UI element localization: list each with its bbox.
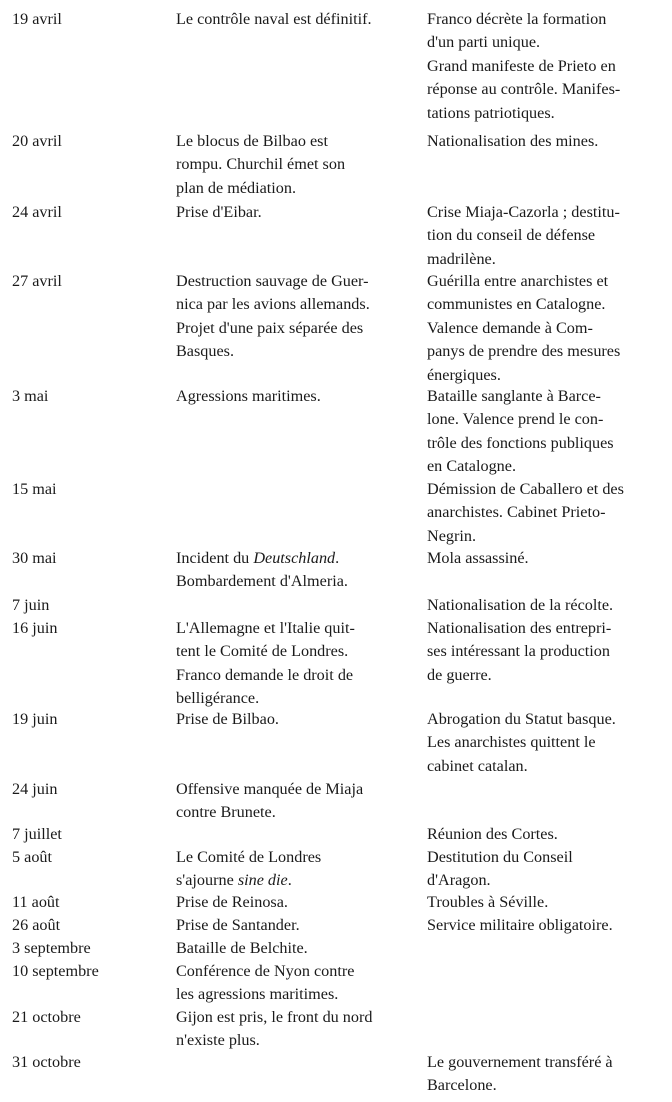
row-date: 26 août bbox=[12, 916, 61, 934]
row-military-event: Gijon est pris, le front du nord n'existe plus. bbox=[176, 1008, 373, 1050]
row-military-event: Le contrôle naval est définitif. bbox=[176, 10, 372, 28]
row-political-event: Réunion des Cortes. bbox=[427, 825, 558, 843]
row-date: 24 avril bbox=[12, 203, 62, 221]
row-date: 27 avril bbox=[12, 272, 62, 290]
row-military-event: Prise d'Eibar. bbox=[176, 203, 262, 221]
row-military-event: Prise de Bilbao. bbox=[176, 710, 279, 728]
row-date: 19 juin bbox=[12, 710, 58, 728]
row-date: 3 mai bbox=[12, 387, 49, 405]
row-political-event: Mola assassiné. bbox=[427, 549, 529, 567]
row-military-event: Bataille de Belchite. bbox=[176, 939, 308, 957]
row-military-event: Prise de Reinosa. bbox=[176, 893, 288, 911]
latin-phrase-italic: sine die bbox=[237, 871, 288, 890]
row-military-event: Offensive manquée de Miaja contre Brunete. bbox=[176, 780, 364, 822]
row-political-event: Destitution du Conseil d'Aragon. bbox=[427, 848, 573, 890]
row-date: 5 août bbox=[12, 848, 53, 866]
row-political-event: Service militaire obligatoire. bbox=[427, 916, 613, 934]
row-date: 15 mai bbox=[12, 480, 57, 498]
row-political-event: Nationalisation de la récolte. bbox=[427, 596, 614, 614]
row-political-event: Démission de Caballero et des anarchistes. Cabinet Prieto- Negrin. bbox=[427, 480, 624, 545]
row-political-event: Troubles à Séville. bbox=[427, 893, 549, 911]
ship-name-italic: Deutschland bbox=[253, 549, 336, 567]
row-date: 31 octobre bbox=[12, 1053, 81, 1071]
row-military-event bbox=[176, 547, 402, 594]
row-date: 7 juin bbox=[12, 596, 50, 614]
row-date: 16 juin bbox=[12, 619, 58, 637]
row-political-event: Nationalisation des entrepri- ses intéressant la production de guerre. bbox=[427, 619, 612, 684]
row-military-event: Prise de Santander. bbox=[176, 916, 300, 934]
row-military-event bbox=[176, 846, 402, 893]
row-date: 10 septembre bbox=[12, 962, 99, 980]
row-date: 3 septembre bbox=[12, 939, 91, 957]
row-date: 19 avril bbox=[12, 10, 62, 28]
row-military-event: Le blocus de Bilbao est rompu. Churchil émet son plan de médiation. bbox=[176, 132, 346, 197]
row-political-event: Nationalisation des mines. bbox=[427, 132, 599, 150]
row-political-event: Guérilla entre anarchistes et communistes en Catalogne. Valence demande à Com- panys de prendre des mesures énergiques. bbox=[427, 272, 621, 384]
row-political-event: Abrogation du Statut basque. Les anarchistes quittent le cabinet catalan. bbox=[427, 710, 616, 775]
text-run: . bbox=[287, 871, 292, 890]
row-political-event: Franco décrète la formation d'un parti unique. Grand manifeste de Prieto en réponse au contrôle. Manifes- tations patriotiques. bbox=[427, 10, 621, 122]
row-date: 30 mai bbox=[12, 549, 57, 567]
row-military-event: Conférence de Nyon contre les agressions maritimes. bbox=[176, 962, 355, 1004]
row-military-event: L'Allemagne et l'Italie quit- tent le Comité de Londres. Franco demande le droit de belligérance. bbox=[176, 619, 355, 708]
row-date: 11 août bbox=[12, 893, 60, 911]
row-political-event: Crise Miaja-Cazorla ; destitu- tion du conseil de défense madrilène. bbox=[427, 203, 620, 268]
row-date: 7 juillet bbox=[12, 825, 62, 843]
row-date: 24 juin bbox=[12, 780, 58, 798]
text-run: Incident du bbox=[176, 549, 254, 567]
row-political-event: Bataille sanglante à Barce- lone. Valence prend le con- trôle des fonctions publiques en Catalogne. bbox=[427, 387, 614, 476]
row-date: 21 octobre bbox=[12, 1008, 81, 1026]
row-date: 20 avril bbox=[12, 132, 62, 150]
row-military-event: Destruction sauvage de Guer- nica par les avions allemands. Projet d'une paix séparée des Basques. bbox=[176, 272, 370, 361]
text-run: . Bombardement d'Almeria. bbox=[176, 549, 348, 591]
row-military-event: Agressions maritimes. bbox=[176, 387, 321, 405]
text-run: Le Comité de Londres s'ajourne bbox=[176, 848, 322, 890]
row-political-event: Le gouvernement transféré à Barcelone. bbox=[427, 1053, 613, 1095]
